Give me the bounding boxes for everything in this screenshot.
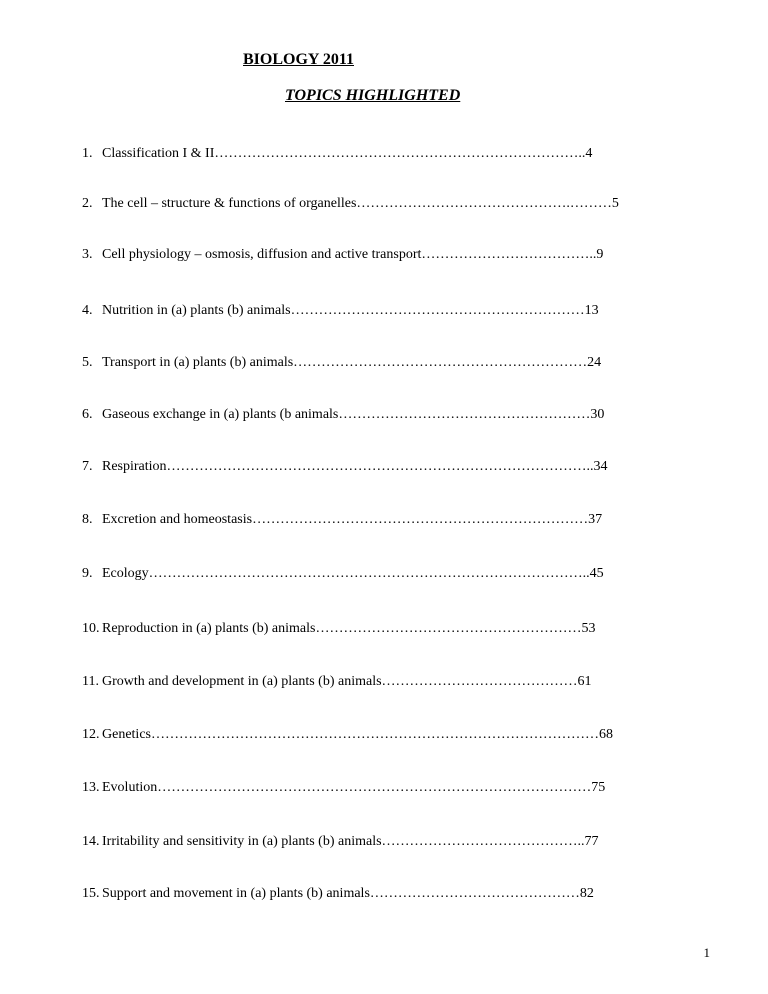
- toc-item-number: 4.: [82, 303, 93, 318]
- toc-item-text: Genetics……………………………………………………………………………………68: [102, 727, 613, 742]
- document-title: BIOLOGY 2011: [243, 51, 354, 68]
- toc-item: [82, 354, 601, 372]
- toc-item-number: 12.: [82, 727, 100, 742]
- toc-item-text: Excretion and homeostasis………………………………………………………………37: [102, 512, 603, 527]
- toc-item: [82, 511, 602, 529]
- toc-item: [82, 246, 603, 264]
- toc-item-text: Gaseous exchange in (a) plants (b animals………………………………………………30: [102, 407, 605, 422]
- toc-item-number: 14.: [82, 834, 100, 849]
- toc-item-text: Irritability and sensitivity in (a) plants (b) animals……………………………………..77: [102, 834, 599, 849]
- toc-item-text: Nutrition in (a) plants (b) animals………………………………………………………13: [102, 303, 599, 318]
- toc-item-number: 5.: [82, 355, 93, 370]
- toc-item: [82, 145, 592, 163]
- toc-item-text: Ecology…………………………………………………………………………………..45: [102, 566, 604, 581]
- toc-item-text: Support and movement in (a) plants (b) animals………………………………………82: [102, 886, 594, 901]
- toc-item-number: 2.: [82, 196, 93, 211]
- page-number: 1: [703, 945, 710, 960]
- toc-item-number: 10.: [82, 621, 100, 636]
- toc-item-number: 9.: [82, 566, 93, 581]
- toc-item-text: The cell – structure & functions of organelles……………………………………….………5: [102, 196, 619, 211]
- toc-item-number: 8.: [82, 512, 93, 527]
- toc-item: [82, 885, 594, 903]
- toc-item-number: 11.: [82, 674, 99, 689]
- toc-item: [82, 565, 604, 583]
- toc-item-number: 7.: [82, 459, 93, 474]
- toc-item-text: Respiration………………………………………………………………………………..34: [102, 459, 608, 474]
- toc-item-number: 15.: [82, 886, 100, 901]
- toc-item: [82, 726, 613, 744]
- toc-item-text: Growth and development in (a) plants (b) animals……………………………………61: [102, 674, 592, 689]
- toc-item: [82, 673, 592, 691]
- toc-item: [82, 458, 608, 476]
- toc-item-number: 1.: [82, 146, 93, 161]
- toc-item-text: Classification I & II……………………………………………………………………..4: [102, 146, 593, 161]
- toc-item-number: 13.: [82, 780, 100, 795]
- toc-item: [82, 833, 599, 851]
- toc-item-text: Transport in (a) plants (b) animals………………………………………………………24: [102, 355, 602, 370]
- toc-item-number: 3.: [82, 247, 93, 262]
- toc-item: [82, 302, 599, 320]
- toc-item-text: Evolution…………………………………………………………………………………75: [102, 780, 606, 795]
- toc-item-number: 6.: [82, 407, 93, 422]
- toc-item: [82, 406, 604, 424]
- toc-item-text: Reproduction in (a) plants (b) animals…………………………………………………53: [102, 621, 596, 636]
- toc-item: [82, 620, 595, 638]
- toc-item: [82, 779, 605, 797]
- document-subtitle: TOPICS HIGHLIGHTED: [285, 87, 461, 104]
- toc-item: [82, 195, 619, 213]
- toc-item-text: Cell physiology – osmosis, diffusion and active transport………………………………..9: [102, 247, 604, 262]
